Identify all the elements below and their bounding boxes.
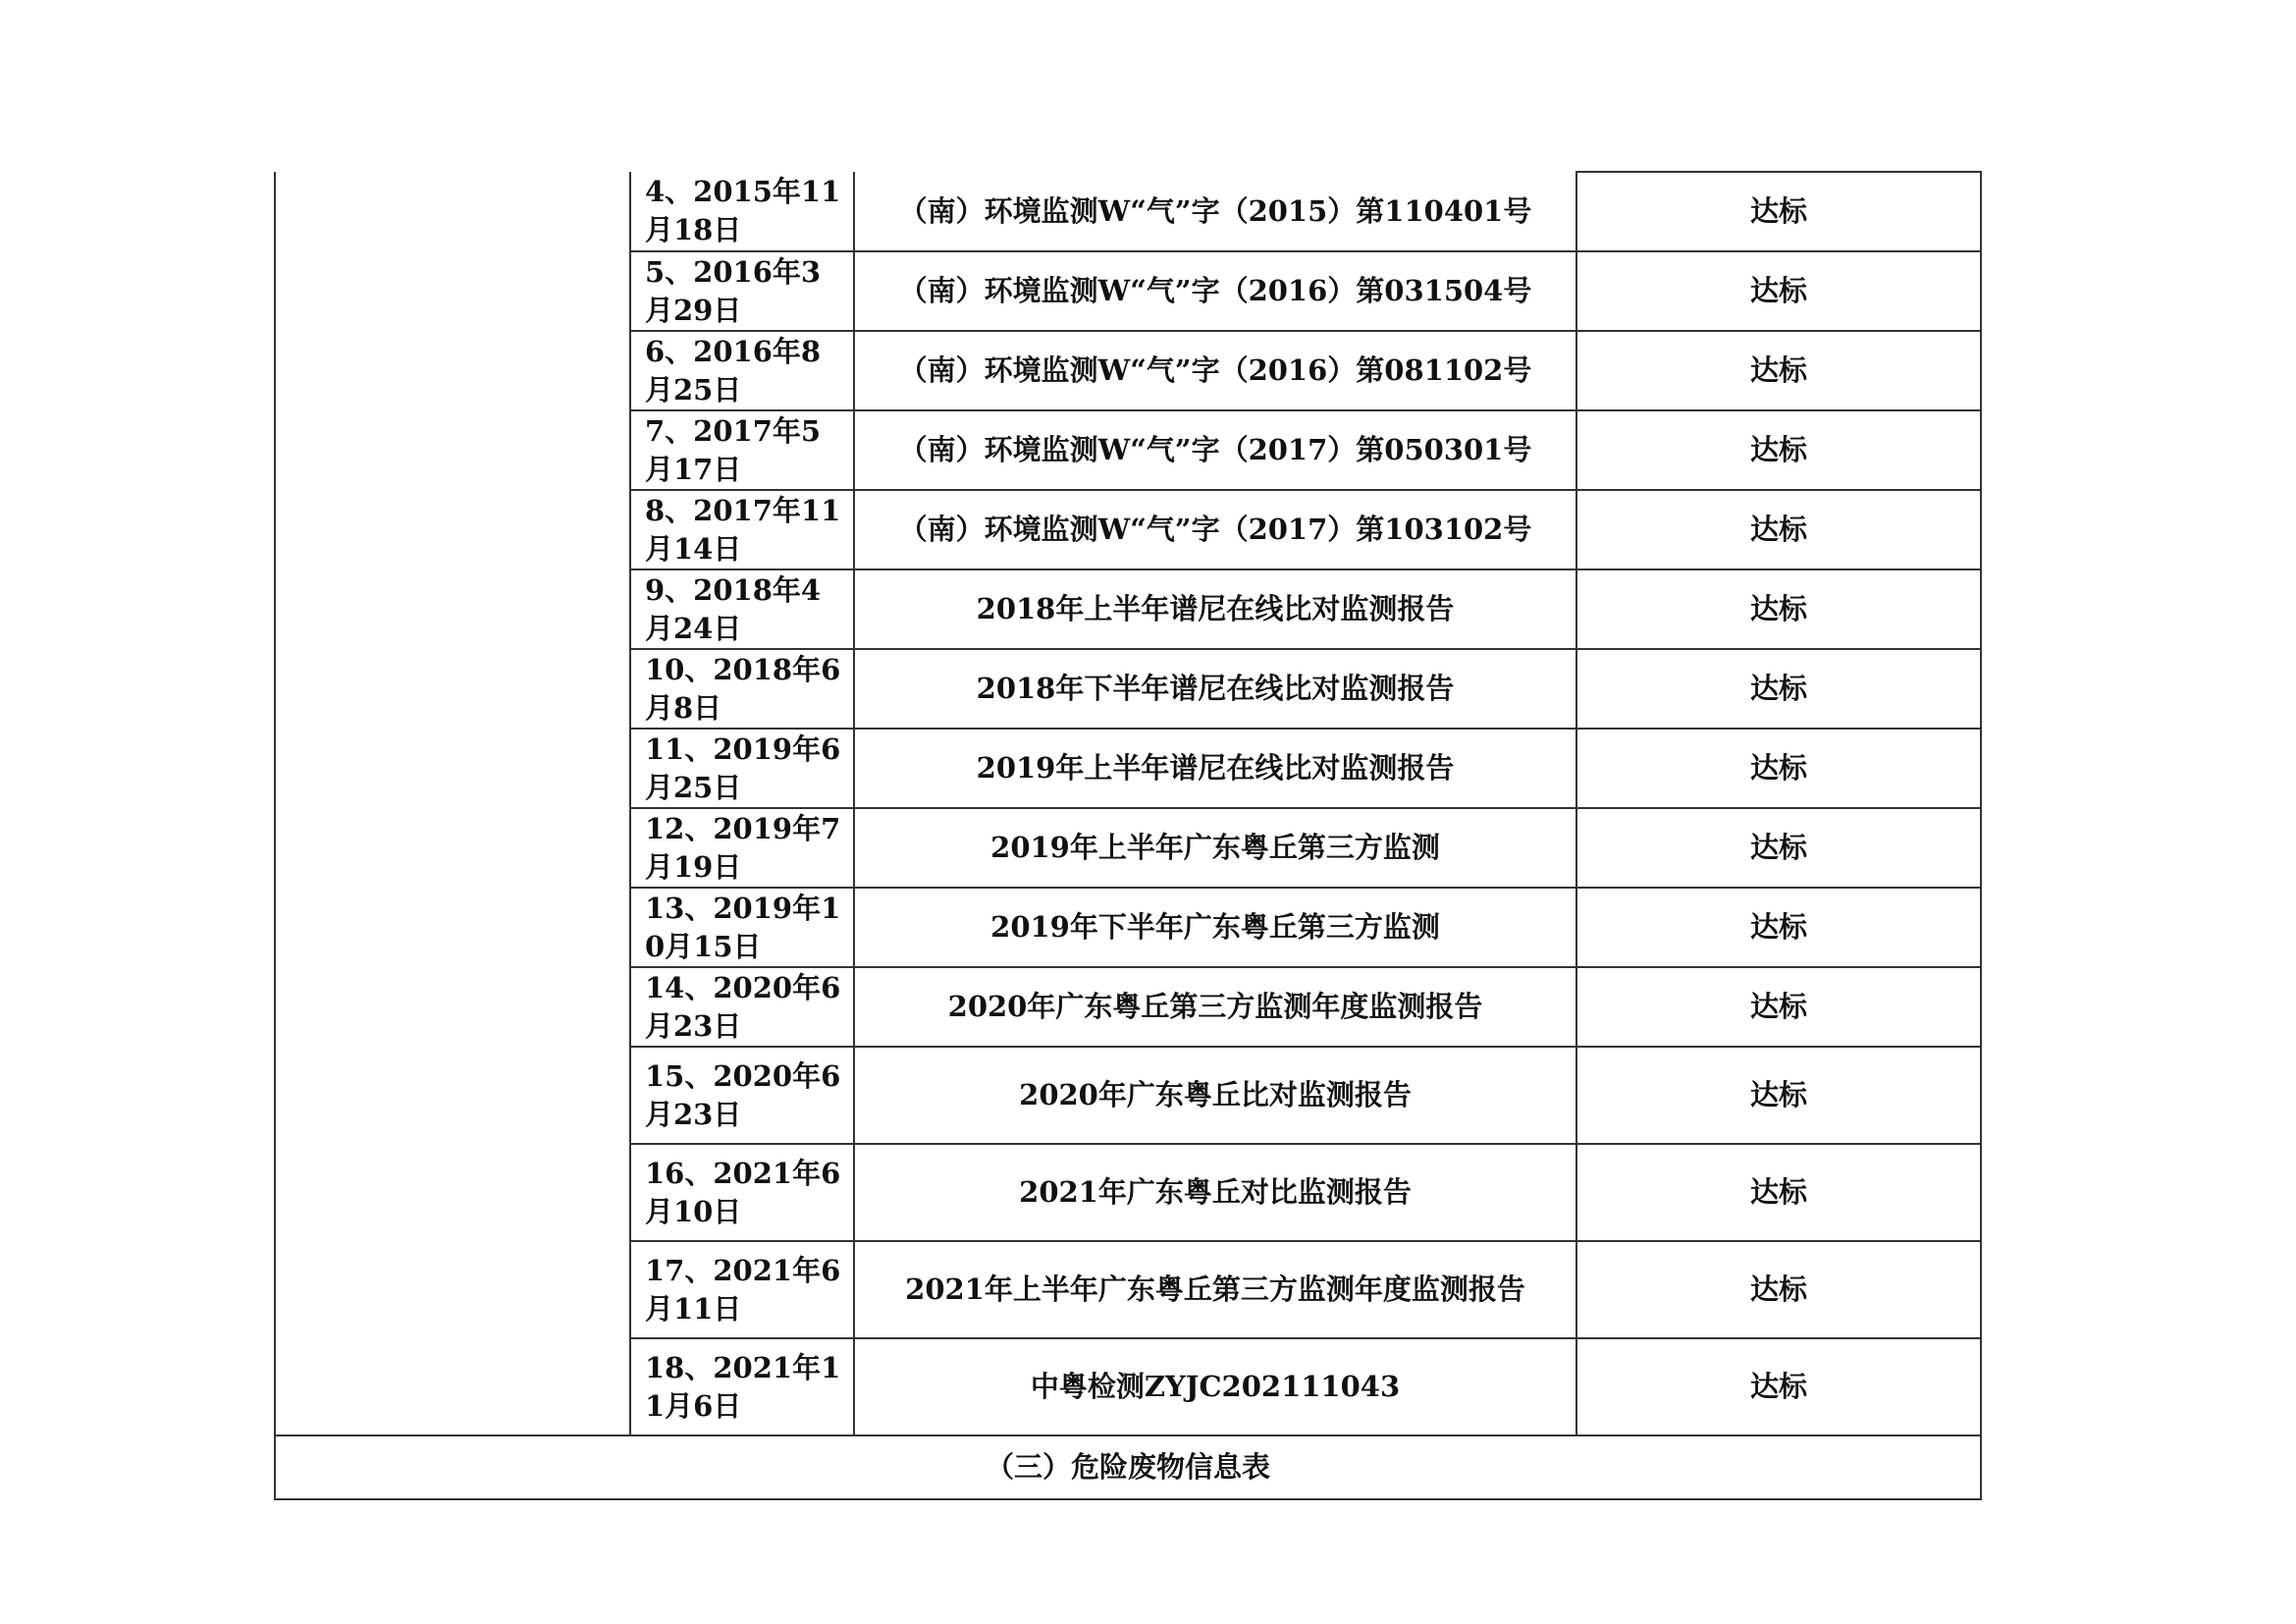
report-cell: 2019年上半年广东粤丘第三方监测	[854, 808, 1576, 888]
result-cell: 达标	[1576, 490, 1981, 569]
monitoring-table	[274, 171, 1982, 1500]
date-cell: 7、2017年5月17日	[630, 410, 854, 490]
result-cell: 达标	[1576, 729, 1981, 808]
report-cell: 2018年下半年谱尼在线比对监测报告	[854, 649, 1576, 729]
report-cell: （南）环境监测W“气”字（2015）第110401号	[854, 172, 1576, 251]
date-cell: 14、2020年6月23日	[630, 967, 854, 1047]
date-cell: 10、2018年6月8日	[630, 649, 854, 729]
report-cell: 2018年上半年谱尼在线比对监测报告	[854, 569, 1576, 649]
result-cell: 达标	[1576, 1144, 1981, 1241]
report-cell: （南）环境监测W“气”字（2016）第031504号	[854, 251, 1576, 331]
result-cell: 达标	[1576, 1241, 1981, 1338]
result-cell: 达标	[1576, 1338, 1981, 1435]
report-cell: 2020年广东粤丘比对监测报告	[854, 1047, 1576, 1144]
report-cell: 中粤检测ZYJC202111043	[854, 1338, 1576, 1435]
date-cell: 18、2021年11月6日	[630, 1338, 854, 1435]
blank-merged-cell	[275, 172, 630, 1435]
result-cell: 达标	[1576, 251, 1981, 331]
section-heading-row	[275, 1435, 1981, 1499]
report-cell: 2019年上半年谱尼在线比对监测报告	[854, 729, 1576, 808]
report-cell: 2021年上半年广东粤丘第三方监测年度监测报告	[854, 1241, 1576, 1338]
report-cell: 2020年广东粤丘第三方监测年度监测报告	[854, 967, 1576, 1047]
result-cell: 达标	[1576, 808, 1981, 888]
date-cell: 13、2019年10月15日	[630, 888, 854, 967]
date-cell: 17、2021年6月11日	[630, 1241, 854, 1338]
result-cell: 达标	[1576, 967, 1981, 1047]
report-cell: （南）环境监测W“气”字（2016）第081102号	[854, 331, 1576, 410]
date-cell: 4、2015年11月18日	[630, 172, 854, 251]
report-cell: 2019年下半年广东粤丘第三方监测	[854, 888, 1576, 967]
date-cell: 6、2016年8月25日	[630, 331, 854, 410]
result-cell: 达标	[1576, 410, 1981, 490]
result-cell: 达标	[1576, 569, 1981, 649]
date-cell: 15、2020年6月23日	[630, 1047, 854, 1144]
report-cell: （南）环境监测W“气”字（2017）第050301号	[854, 410, 1576, 490]
date-cell: 5、2016年3月29日	[630, 251, 854, 331]
date-cell: 8、2017年11月14日	[630, 490, 854, 569]
date-cell: 9、2018年4月24日	[630, 569, 854, 649]
section-heading: （三）危险废物信息表	[275, 1435, 1981, 1499]
date-cell: 12、2019年7月19日	[630, 808, 854, 888]
table-row	[275, 172, 1981, 251]
document-page	[274, 171, 1980, 1500]
result-cell: 达标	[1576, 888, 1981, 967]
result-cell: 达标	[1576, 172, 1981, 251]
report-cell: 2021年广东粤丘对比监测报告	[854, 1144, 1576, 1241]
date-cell: 16、2021年6月10日	[630, 1144, 854, 1241]
result-cell: 达标	[1576, 649, 1981, 729]
result-cell: 达标	[1576, 331, 1981, 410]
date-cell: 11、2019年6月25日	[630, 729, 854, 808]
report-cell: （南）环境监测W“气”字（2017）第103102号	[854, 490, 1576, 569]
result-cell: 达标	[1576, 1047, 1981, 1144]
